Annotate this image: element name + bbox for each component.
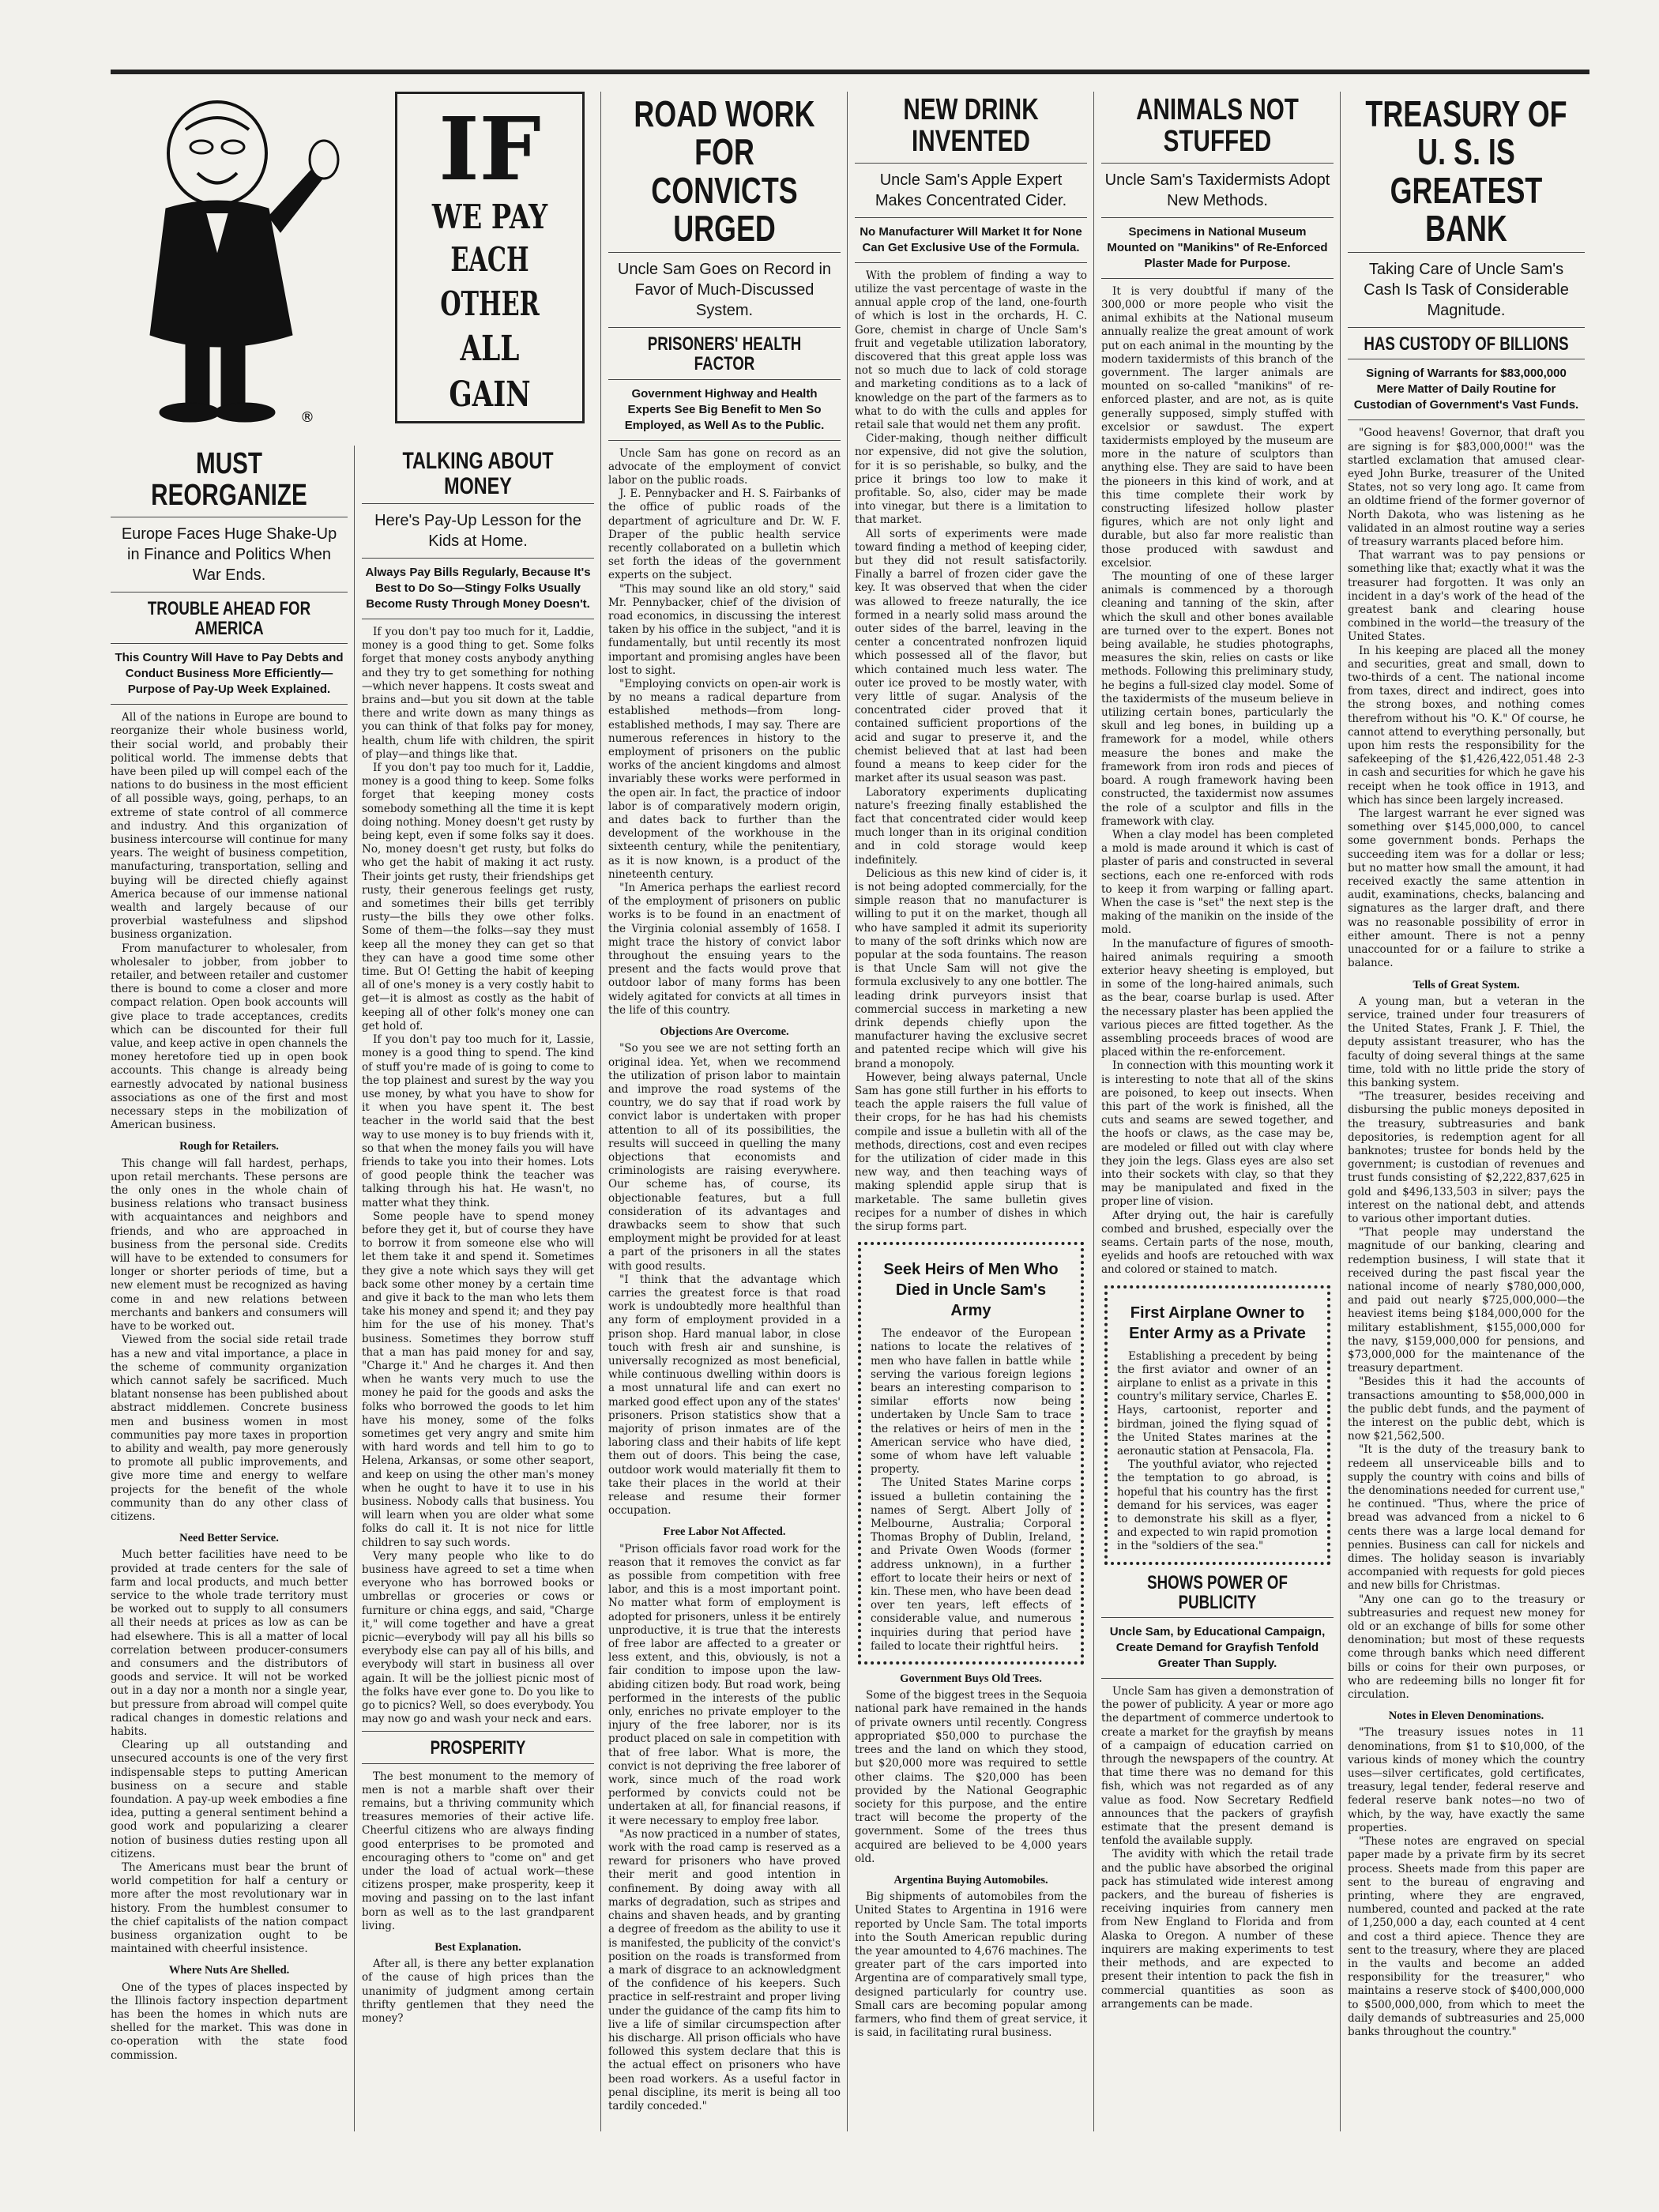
paragraph: One of the types of places inspected by the Illinois factory inspection department has been the homes in which nuts are shelled for the market. This was done in co-operation with the state food commission. — [111, 1981, 348, 2062]
paragraph: This change will fall hardest, perhaps, upon retail merchants. These persons are the only ones in the whole chain of business relations who transact business with acquaintances and neighbors and friends, and who are approached in business from the personal side. Credits will have to be extended to consumers for longer or shorter periods of time, but a new element must be recognized as having come in and new relations between merchants and bankers and consumers will have to be worked out. — [111, 1157, 348, 1334]
paragraph: The largest warrant he ever signed was something over $145,000,000, to cancel some government bonds. Perhaps the succeeding item was for a dollar or less; but no matter how small the amount, it had received exactly the same attention in audit, examinations, checks, balancing and signatures as the larger draft, and there was no reasonable possibility of error in either amount. There is not a penny unaccounted for or a failure to strike a balance. — [1348, 807, 1585, 970]
paragraph: Uncle Sam has gone on record as an advocate of the employment of convict labor on the public roads. — [608, 446, 841, 487]
deck-roadwork: Uncle Sam Goes on Record in Favor of Much-Discussed System. — [617, 261, 832, 320]
paragraph: "This may sound like an old story," said Mr. Pennybacker, chief of the division of road economics, in discussing the interest taken by his office in the subject, "and it is fundamentally, but until recently its most important and promising angles have been lost to sight. — [608, 582, 841, 677]
paragraph: The youthful aviator, who rejected the temptation to go abroad, is hopeful that his country has the first demand for his services, was eager to demonstrate his skill as a flyer, and expected to win rapid promotion in the "soldiers of the sea." — [1117, 1458, 1318, 1553]
paragraph: "Besides this it had the accounts of transactions amounting to $58,000,000 in the public debt funds, and the payment of the interest on the public debt, which is now $21,562,500. — [1348, 1375, 1585, 1443]
paragraph: However, being always paternal, Uncle Sam has gone still further in his efforts to teach the apple raisers the full value of their crops, for he has had his chemists compile and issue a bulletin with all of the methods, directions, cost and even recipes for the utilization of cider made in this new way, and then teaching ways of making splendid apple sirup that is marketable. The same bulletin gives recipes for a number of dishes in which the sirup forms part. — [855, 1070, 1087, 1233]
registered-mark: ® — [300, 409, 314, 426]
paragraph: When a clay model has been completed a mold is made around it which is cast of plaster of paris and constructed in several sections, each one re-enforced with rods to keep it from warping or falling apart. When the case is "set" the next step is the making of the manikin on the inside of the mold. — [1101, 828, 1334, 937]
headline-prosperity: PROSPERITY — [430, 1737, 526, 1759]
paragraph: Some of the biggest trees in the Sequoia national park have remained in the hands of private owners until recently. Congress appropriated $50,000 to purchase the trees and the land on which they stood, but $20,000 more was required to settle other claims. The $20,000 has been provided by the National Geographic society for this purpose, and the entire tract will become the property of the government. Some of the trees thus acquired are believed to be 4,000 years old. — [855, 1689, 1087, 1865]
paragraph: After all, is there any better explanation of the cause of high prices than the unanimity of judgment among certain thrifty gentlemen that they need the money? — [362, 1958, 594, 2026]
paragraph: "As now practiced in a number of states, work with the road camp is reserved as a reward for prisoners who have proved their merit and good intention in confinement. By doing away with all marks of degradation, such as stripes and chains and shaven heads, and by granting a degree of freedom as the ability to use it is manifested, the publicity of the convict's position on the roads is transformed from a mark of disgrace to an acknowledgment of the confidence of his keepers. Such practice in self-restraint and proper living under the guidance of the camp fits him to live a life of similar circumspection after his discharge. All prison officials who have followed this system declare that this is the actual effect on prisoners who have been road workers. As a useful factor in penal discipline, its merit is being all too tardily conceded." — [608, 1827, 841, 2112]
deck2-animals: Specimens in National Museum Mounted on "Manikins" of Re-Enforced Plaster Made for Purpose. — [1107, 224, 1328, 270]
paragraph: "I think that the advantage which carries the greatest force is that road work is undoubtedly more healthful than any form of employment provided in a prison shop. Hard manual labor, in close touch with fresh air and sunshine, is universally recognized as most beneficial, while continuous dwelling within doors is a most unnatural life and can exert no marked good effect upon any of the states' prisoners. Prison statistics show that a majority of prison inmates are of the laboring class and their habits of life kept them out of doors. This being the case, outdoor work would materially fit them to take their places in the world at their release and resume their former occupation. — [608, 1273, 841, 1518]
deck2-publicity: Uncle Sam, by Educational Campaign, Create Demand for Grayfish Tenfold Greater Than Supply. — [1109, 1625, 1326, 1671]
headline-cider: NEW DRINK INVENTED — [903, 93, 1039, 158]
subhead-treasury: HAS CUSTODY OF BILLIONS — [1364, 333, 1569, 356]
paragraph: "The treasury issues notes in 11 denominations, from $1 to $10,000, of the various kinds of money which the country uses—silver certificates, gold certificates, treasury, legal tender, federal reserve and federal reserve bank notes—no two of which, by the way, have exactly the same properties. — [1348, 1726, 1585, 1834]
deck2-cider: No Manufacturer Will Market It for None Can Get Exclusive Use of the Formula. — [860, 224, 1082, 254]
deck-treasury: Taking Care of Uncle Sam's Cash Is Task of Considerable Magnitude. — [1364, 261, 1569, 320]
paragraph: The mounting of one of these larger animals is commenced by a thorough cleaning and tanning of the skin, after which the skull and other bones available are turned over to the expert. Bones not being available, he studies photographs, measures the skin, relies on casts or like methods. Following this preliminary study, he begins a full-sized clay model. Some of the taxidermists of the museum believe in utilizing certain bones, particularly the skull and leg bones, in building up a framework for a model, while others measure the bones and make the framework from iron rods and pieces of board. A rough framework having been constructed, the taxidermist now assumes the role of a sculptor and fills in the framework with clay. — [1101, 570, 1334, 828]
paragraph: Big shipments of automobiles from the United States to Argentina in 1916 were reported by Uncle Sam. The total imports into the South American republic during the year amounted to 4,676 machines. The greater part of the cars imported into Argentina are of comparatively small type, designed particularly for country use. Small cars are becoming popular among farmers, who find them of great service, it is said, in facilitating rural business. — [855, 1890, 1087, 2040]
section-head: Where Nuts Are Shelled. — [168, 1964, 290, 1977]
paragraph: "That people may understand the magnitude of our banking, clearing and redemption business, I will state that it received during the past fiscal year the national income of nearly $780,000,000, and paid out nearly $725,000,000—the heaviest items being $184,000,000 for the military establishment, $155,000,000 for the navy, $159,000,000 for pensions, and $73,000,000 for the maintenance of the treasury department. — [1348, 1226, 1585, 1375]
section-head: Tells of Great System. — [1413, 978, 1520, 991]
slogan-line-2: EACH OTHER — [440, 240, 540, 323]
paragraph: "It is the duty of the treasury bank to redeem all unserviceable bills and to supply the country with coins and bills of the denominations needed for current use," he continued. "Thus, where the price of bread was advanced from a nickel to 6 cents there was a large local demand for pennies. Business can call for nickels and dimes. The holiday season is invariably accompanied with requests for gold pieces and new bills for Christmas. — [1348, 1443, 1585, 1593]
section-head: Argentina Buying Automobiles. — [893, 1873, 1048, 1887]
headline-publicity: SHOWS POWER OF PUBLICITY — [1147, 1571, 1288, 1613]
headline-roadwork: ROAD WORK FOR CONVICTS URGED — [634, 93, 815, 249]
slogan-if: IF — [438, 98, 541, 200]
airplane-box — [1104, 1285, 1330, 1565]
section-head: Best Explanation. — [434, 1941, 521, 1954]
paragraph: The best monument to the memory of men is not a marble shaft over their remains, but a thriving community which treasures memories of their active life. Cheerful citizens who are always finding good enterprises to be promoted and encouraging others to "come on" and get under the load of actual work—these citizens prosper, make prosperity, keep it moving and passing on to the last infant born as well as to the last grandparent living. — [362, 1770, 594, 1932]
paragraph: In the manufacture of figures of smooth-haired animals requiring a smooth exterior heavy sheeting is employed, but in some of the long-haired animals, such as the bear, coarse burlap is used. After the necessary plaster has been applied the various pieces are fitted together. As the assembling proceeds braces of wood are placed within the re-enforcement. — [1101, 937, 1334, 1059]
paragraph: Cider-making, though neither difficult nor expensive, did not give the solution, for it is so perishable, so bulky, and the price it brings too low to make it profitable. So, also, cider may be made into vinegar, but there is a limitation to that market. — [855, 432, 1087, 527]
column-roadwork — [608, 92, 841, 2131]
column-rule — [354, 446, 355, 2131]
headline-animals: ANIMALS NOT STUFFED — [1136, 93, 1299, 158]
deck2-money: Always Pay Bills Regularly, Because It's Best to Do So—Stingy Folks Usually Become Rusty Through Money Doesn't. — [365, 566, 591, 611]
newspaper-page — [111, 70, 1589, 2131]
slogan-line-3: ALL GAIN — [449, 329, 531, 415]
paragraph: If you don't pay too much for it, Lassie, money is a good thing to spend. The kind of stuff you're made of is going to come to the top plainest and surest by the way you use money, by what you have to show for it when you have spent it. The best teacher in the world said that the best way to use money is to buy friends with it, so that when the money fails you will have friends to take you into their homes. Lots of good people think the teacher was talking through his hat. He wasn't, no matter what they think. — [362, 1033, 594, 1209]
slogan-box — [395, 92, 585, 423]
paragraph: "Any one can go to the treasury or subtreasuries and request new money for old or an exchange of bills for some other denomination; but most of these requests come through banks which need different bills or coins for their own purposes, or who are redeeming bills no longer fit for circulation. — [1348, 1593, 1585, 1702]
subhead-reorganize: TROUBLE AHEAD FOR AMERICA — [147, 597, 311, 639]
column-rule — [1093, 92, 1094, 2131]
column-reorganize — [111, 446, 348, 2131]
paragraph: "These notes are engraved on special paper made by a private firm by its secret process. Sheets made from this paper are sent to the bureau of engraving and printing, where they are engraved, numbered, counted and packed at the rate of 1,250,000 a day, each counted at 4 cent and cost a third apiece. Thence they are sent to the treasury, where they are placed in the vaults and become an added responsibility for the treasurer," who maintains a reserve stock of $400,000,000 to $500,000,000, from which to meet the daily demands of subtreasuries and 25,000 banks throughout the country." — [1348, 1835, 1585, 2038]
paragraph: Much better facilities have need to be provided at trade centers for the sale of farm and local products, and much better service to the whole trade territory must be worked out to supply to all consumers all their needs at prices as low as can be had elsewhere. This is all a matter of local correlation between producer-consumers and consumers and the distributors of goods and service. It will not be worked out in a day nor a month nor a single year, but pressure from abroad will compel quite radical changes in domestic relations and habits. — [111, 1548, 348, 1738]
paragraph: With the problem of finding a way to utilize the vast percentage of waste in the annual apple crop of the land, one-fourth of which is lost in the orchards, H. C. Gore, chemist in charge of Uncle Sam's fruit and vegetable utilization laboratory, discovered that this great apple loss was not so much due to lack of cold storage and marketing conditions as to a lack of knowledge on the part of the farmers as to what to do with the culls and apples for retail sale that would net them any profit. — [855, 269, 1087, 432]
paragraph: If you don't pay too much for it, Laddie, money is a good thing to keep. Some folks forget that keeping money costs somebody something all the time it is kept doing nothing. Money doesn't get rusty by being kept, even if some folks say it does. No, money doesn't get rusty, but folks do who get the habit of making it act rusty. Their joints get rusty, their friendships get rusty, their generous feelings get rusty, and sometimes their bills get terribly rusty—the bills they owe other folks. Some of them—the folks—say they must keep all the money they can get so that they can have a good time some other time. But O! Getting the habit of keeping all of one's money is a very costly habit to get—it is almost as costly as the habit of keeping all of other folk's money one can get hold of. — [362, 762, 594, 1033]
paragraph: That warrant was to pay pensions or something like that; exactly what it was the treasurer had forgotten. It was only an incident in a day's work of the head of the greatest bank and clearing house combined in the world—the treasury of the United States. — [1348, 549, 1585, 644]
section-head: Objections Are Overcome. — [660, 1025, 789, 1039]
paragraph: From manufacturer to wholesaler, from wholesaler to jobber, from jobber to retailer, and between retailer and customer there is bound to come a closer and more compact relation. Open book accounts will give place to trade acceptances, credits which can be discounted for their full value, and keep active in open channels the money heretofore tied up in open book accounts. This change is already being earnestly advocated by national business associations as one of the first and most necessary steps in the mobilization of American business. — [111, 942, 348, 1132]
paragraph: Establishing a precedent by being the first aviator and owner of an airplane to enlist as a private in this country's military service, Charles E. Hays, cartoonist, reporter and birdman, joined the flying squad of the United States marines at the aeronautic station at Pensacola, Fla. — [1117, 1349, 1318, 1458]
paragraph: If you don't pay too much for it, Laddie, money is a good thing to get. Some folks forget that money costs anybody anything and they try to get something for nothing—which never happens. It costs sweat and brains and—but you sit down at the table there and write down as many things as you can think of that folks pay for money, health, chum life with children, the spirit of play—and things like that. — [362, 626, 594, 761]
subhead-roadwork: PRISONERS' HEALTH FACTOR — [647, 333, 802, 375]
section-head: Free Labor Not Affected. — [663, 1525, 786, 1539]
headline-airplane: First Airplane Owner to Enter Army as a Private — [1129, 1304, 1306, 1342]
column-cider — [855, 92, 1087, 2131]
paragraph: "In America perhaps the earliest record of the employment of prisoners on public works is to be found in an enactment of the Virginia colonial assembly of 1658. I might trace the history of convict labor throughout the ensuing years to the present and the facts would prove that outdoor labor of many forms has been widely agitated for convicts at all times in the life of this country. — [608, 882, 841, 1017]
paragraph: "Good heavens! Governor, that draft you are signing is for $83,000,000!" was the startled exclamation that amused clear-eyed John Burke, treasurer of the United States, not so very long ago. It came from an oldtime friend of the former governor of North Dakota, who was listening as he validated in an almost routine way a series of treasury warrants placed before him. — [1348, 427, 1585, 548]
paragraph: Delicious as this new kind of cider is, it is not being adopted commercially, for the simple reason that no manufacturer is willing to put it on the market, though all who have sampled it admit its superiority to many of the soft drinks which now are popular at the soda fountains. The reason is that Uncle Sam will not give the formula exclusively to any one bottler. The leading drink purveyors insist that commercial success in marketing a new drink depends chiefly upon the manufacturer having the exclusive secret and patented recipe which will give his brand a monopoly. — [855, 867, 1087, 1070]
deck-animals: Uncle Sam's Taxidermists Adopt New Methods. — [1104, 171, 1330, 209]
section-head: Rough for Retailers. — [179, 1140, 279, 1153]
paragraph: Some people have to spend money before they get it, but of course they have to borrow it from someone else who will let them take it and spend it. Sometimes they give a note which says they will get back some other money by a certain time and give it back to the man who lets them take his money and spend it; and they pay him for the use of his money. That's business. Sometimes they borrow stuff that a man has paid money for and say, "Charge it." And he charges it. And then when he wants very much to use the money he paid for the goods and asks the folks who borrowed the goods to let him have his money, some of the folks sometimes get very angry and smite him with hard words and tell him to go to Helena, Arkansas, or some other seaport, and keep on using the other man's money when he ought to have it to use in his business. Nobody calls that business. You will learn when you are older what some folks do call it. It is not nice for little children to say such words. — [362, 1209, 594, 1549]
paragraph: J. E. Pennybacker and H. S. Fairbanks of the office of public roads of the department of agriculture and Dr. W. F. Draper of the public health service recently collaborated on a bulletin which set forth the ideas of the government experts on the subject. — [608, 487, 841, 582]
deck-reorganize: Europe Faces Huge Shake-Up in Finance and Politics When War Ends. — [121, 525, 337, 584]
paragraph: Very many people who like to do business have agreed to set a time when everyone who has borrowed books or umbrellas or groceries or cows or furniture or china eggs, and said, "Charge it," will come together and have a great picnic—everybody will pay all his bills so everybody else can pay all of his bills, and everybody will start in business all over again. It will be the jolliest picnic most of the folks have ever gone to. Do you like to go to picnics? Well, so does everybody. You may now go and wash your neck and ears. — [362, 1549, 594, 1726]
paragraph: "So you see we are not setting forth an original idea. Yet, when we recommend the utilization of prison labor to maintain and improve the road systems of the country, we do say that if road work by convict labor is undertaken with proper attention to all of its possibilities, the results will succeed in quelling the many objections that economists and criminologists are raising everywhere. Our scheme has, of course, its objectionable features, but a full consideration of its advantages and drawbacks seem to show that such employment might be provided for at least a part of the prisoners in all the states with good results. — [608, 1042, 841, 1273]
deck2-reorganize: This Country Will Have to Pay Debts and Conduct Business More Efficiently—Purpose of Pay-Up Week Explained. — [115, 651, 344, 697]
paragraph: Laboratory experiments duplicating nature's freezing finally established the fact that concentrated cider would keep much longer than in its original condition and in cold storage would keep indefinitely. — [855, 785, 1087, 867]
column-rule — [847, 92, 848, 2131]
slogan-line-1: WE PAY — [431, 198, 548, 236]
paragraph: "Employing convicts on open-air work is by no means a radical departure from established methods—from long-established methods, I may say. There are numerous references in history to the employment of prisoners on the public works of the ancient kingdoms and almost invariably these works were performed in the open air. In fact, the practice of indoor labor is of comparatively modern origin, and dates back to further than the development of the workhouse in the sixteenth century, while the penitentiary, as it is now known, is a product of the nineteenth century. — [608, 678, 841, 881]
column-rule — [1340, 92, 1341, 2131]
heirs-box — [858, 1242, 1084, 1665]
paragraph: The endeavor of the European nations to locate the relatives of men who have fallen in battle while serving the various foreign legions bears an interesting comparison to similar efforts now being undertaken by Uncle Sam to trace the relatives or heirs of men in the American service who have died, some of whom have left valuable property. — [871, 1327, 1071, 1477]
section-head: Need Better Service. — [179, 1532, 279, 1545]
column-money — [362, 446, 594, 2131]
column-treasury — [1348, 92, 1585, 2131]
paragraph: The Americans must bear the brunt of world competition for half a century or more after the most revolutionary war in history. From the humblest consumer to the chief capitalists of the nation compact business organization ought to be maintained with cheerful insistence. — [111, 1861, 348, 1956]
deck2-treasury: Signing of Warrants for $83,000,000 Mere Matter of Daily Routine for Custodian of Government's Vast Funds. — [1353, 367, 1579, 412]
paragraph: The avidity with which the retail trade and the public have absorbed the original pack has stimulated wide interest among packers, and the bureau of fisheries is receiving inquiries from cannery men from New England to Florida and from Alaska to Oregon. A number of these inquirers are making experiments to test their methods, and are expected to present their intention to pack the fish in commercial quantities as soon as arrangements can be made. — [1101, 1848, 1334, 2011]
paragraph: The United States Marine corps issued a bulletin containing the names of Sergt. Albert Jolly of Melbourne, Australia; Corporal Thomas Brophy of Dublin, Ireland, and Private Owen Woods (former address unknown), in a further effort to locate their heirs or next of kin. These men, who have been dead over ten years, left effects of considerable value, and numerous inquiries during that period have failed to locate their rightful heirs. — [871, 1477, 1071, 1653]
deck-cider: Uncle Sam's Apple Expert Makes Concentrated Cider. — [875, 171, 1067, 209]
paragraph: A young man, but a veteran in the service, trained under four treasurers of the United States, Frank J. F. Thiel, the deputy assistant treasurer, who has the faculty of doing several things at the same time, told with no little pride the story of this banking system. — [1348, 995, 1585, 1089]
deck-money: Here's Pay-Up Lesson for the Kids at Home. — [374, 512, 581, 550]
deck2-roadwork: Government Highway and Health Experts See Big Benefit to Men So Employed, as Well As to the Public. — [624, 386, 825, 432]
section-head: Notes in Eleven Denominations. — [1388, 1710, 1544, 1723]
paragraph: Uncle Sam has given a demonstration of the power of publicity. A year or more ago the department of commerce undertook to create a market for the grayfish by means of a campaign of education carried on through the newspapers of the country. At that time there was no demand for this fish, which was not regarded as of any value as food. Now Secretary Redfield announces that the packers of grayfish estimate that the present demand is tenfold the available supply. — [1101, 1685, 1334, 1848]
headline-reorganize: MUST REORGANIZE — [151, 447, 307, 512]
headline-heirs: Seek Heirs of Men Who Died in Uncle Sam's Army — [883, 1261, 1059, 1320]
headline-treasury: TREASURY OF U. S. IS GREATEST BANK — [1365, 93, 1567, 249]
headline-money: TALKING ABOUT MONEY — [402, 448, 554, 499]
paragraph: "The treasurer, besides receiving and disbursing the public moneys deposited in the treasury, subtreasuries and bank depositories, is redemption agent for all banknotes; trustee for bonds held by the government; is custodian of revenues and trust funds consisting of $2,222,837,625 in gold and $496,133,503 in silver; pays the interest on the national debt, and attends to various other important duties. — [1348, 1090, 1585, 1225]
paragraph: All of the nations in Europe are bound to reorganize their whole business world, their social world, and probably their political world. The immense debts that have been piled up will compel each of the nations to do business in the most efficient of all possible ways, going, perhaps, to an extreme of state control of all commerce and industry. And this organization of business intercourse will continue for many years. The weight of business competition, manufacturing, transportation, selling and buying will be directed chiefly against America because of our immense national wealth and largely because of our proverbial wastefulness and slipshod business organization. — [111, 711, 348, 942]
paragraph: After drying out, the hair is carefully combed and brushed, especially over the seams. Certain parts of the nose, mouth, eyelids and hoofs are retouched with wax and colored or stained to match. — [1101, 1209, 1334, 1277]
paragraph: It is very doubtful if many of the 300,000 or more people who visit the animal exhibits at the National museum annually realize the great amount of work put on each animal in the mounting by the modern taxidermists of this branch of the government. The larger animals are mounted on so-called "manikins" of re-enforced plaster, and are not, as is quite generally supposed, simply stuffed with excelsior or sawdust. The expert taxidermists employed by the museum are more in the nature of sculptors than anything else. They are said to have been the pioneers in this kind of work, and at this time complete their work by constructing lifesized hollow plaster figures, which are not only light and durable, but also far more realistic than those produced with sawdust and excelsior. — [1101, 284, 1334, 570]
paragraph: In connection with this mounting work it is interesting to note that all of the skins are poisoned, to keep out insects. When this part of the work is finished, all the cuts and seams are sewed together, and the hoofs or claws, as the case may be, are modeled or filled out with clay where they join the legs. Glass eyes are also set into their sockets with clay, so that they may be manipulated and fixed in the proper line of vision. — [1101, 1059, 1334, 1209]
section-head: Government Buys Old Trees. — [900, 1672, 1042, 1686]
column-animals — [1101, 92, 1334, 2131]
paragraph: "Prison officials favor road work for the reason that it removes the convict as far as possible from competition with free labor, and this is a most important point. No matter what form of employment is adopted for prisoners, unless it be entirely unproductive, it is true that the interests of free labor are affected to a greater or less extent, and this, obviously, is not a fair condition to impose upon the law-abiding citizen body. But road work, being performed in the interests of the public only, enriches no private employer to the injury of the free laborer, nor is its product placed on sale in competition with that of free labor. What is more, the convict is not depriving the free laborer of work, since much of the road work performed by convicts could not be undertaken at all, for financial reasons, if it were necessary to employ free labor. — [608, 1542, 841, 1827]
paragraph: Clearing up all outstanding and unsecured accounts is one of the very first indispensable steps to putting American business on a secure and stable foundation. A pay-up week embodies a fine idea, putting a general sentiment behind a good work and popularizing a clearer notion of business duties resting upon all citizens. — [111, 1739, 348, 1860]
cartoon-figure — [111, 74, 356, 446]
paragraph: In his keeping are placed all the money and securities, great and small, down to two-thirds of a cent. The national income from taxes, direct and indirect, goes into the strong boxes, and nothing comes therefrom without his "O. K." Of course, he cannot attend to everything personally, but upon him rests the responsibility for the safekeeping of the $1,426,422,051.48 2-3 in cash and securities for which he gave his receipt when he took office in 1913, and which has since been largely increased. — [1348, 644, 1585, 807]
column-rule — [600, 92, 601, 2131]
paragraph: All sorts of experiments were made toward finding a method of keeping cider, but they did not result satisfactorily. Finally a barrel of frozen cider gave the key. It was observed that when the cider was allowed to freeze naturally, the ice formed in a nearly solid mass around the outer sides of the barrel, leaving in the center a concentrated nonfrozen liquid which possessed all of the flavor, but which contained much less water. The outer ice proved to be mostly water, with very little of sugar. Analysis of the concentrated cider proved that it contained sufficient proportions of the acid and sugar to preserve it, and the chemist believed that at last had been found a means to keep cider for the market after its usual season was past. — [855, 527, 1087, 785]
paragraph: Viewed from the social side retail trade has a new and vital importance, a place in the scheme of community organization which cannot safely be sacrificed. Much blatant nonsense has been published about abstract middlemen. Concrete business men and business women in most communities pay more taxes in proportion to ability and wealth, pay more generously to promote all public improvements, and give more time and energy to welfare projects for the benefit of the whole community than do any other class of citizens. — [111, 1334, 348, 1523]
